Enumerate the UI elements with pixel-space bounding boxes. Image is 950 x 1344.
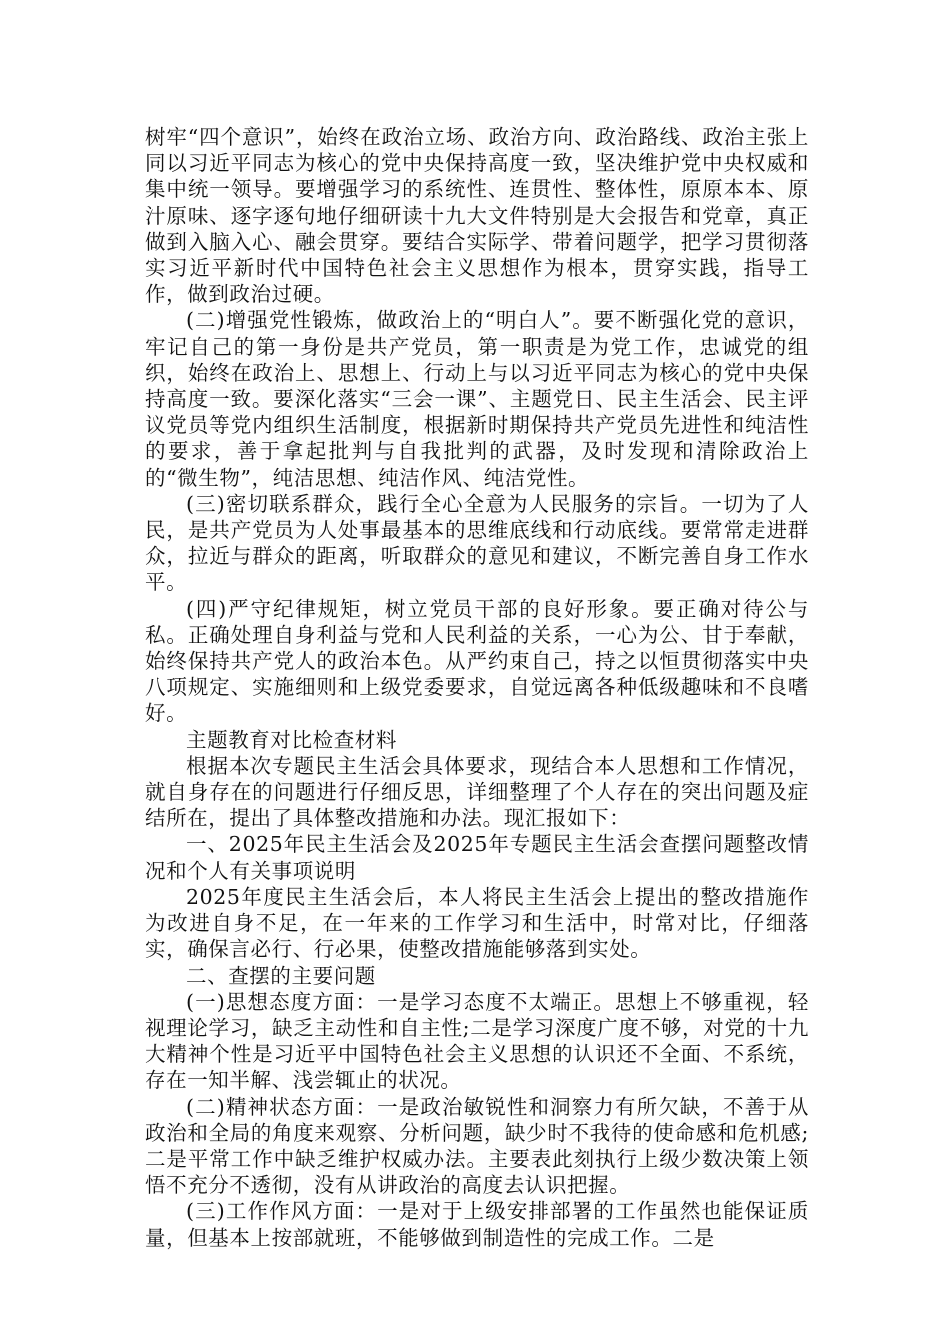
paragraph-discipline: (四)严守纪律规矩，树立党员干部的良好形象。要正确对待公与私。正确处理自身利益与党和人民利益的关系，一心为公、甘于奉献，始终保持共产党人的政治本色。从严约束自己，持之以恒贯彻落实中央八项规定、实施细则和上级党委要求，自觉远离各种低级趣味和不良嗜好。 [145,596,809,726]
paragraph-political-awareness: 树牢“四个意识”，始终在政治立场、政治方向、政治路线、政治主张上同以习近平同志为核心的党中央保持高度一致，坚决维护党中央权威和集中统一领导。要增强学习的系统性、连贯性、整体性，原原本本、原汁原味、逐字逐句地仔细研读十九大文件特别是大会报告和党章，真正做到入脑入心、融会贯穿。要结合实际学、带着问题学，把学习贯彻落实习近平新时代中国特色社会主义思想作为根本，贯穿实践，指导工作，做到政治过硬。 [145,125,809,307]
paragraph-mental-state: (二)精神状态方面：一是政治敏锐性和洞察力有所欠缺，不善于从政治和全局的角度来观察、分析问题，缺少时不我待的使命感和危机感;二是平常工作中缺乏维护权威办法。主要表此刻执行上级少数决策上领悟不充分不透彻，没有从讲政治的高度去认识把握。 [145,1094,809,1198]
document-page [145,124,809,1251]
heading-section-one: 一、2025年民主生活会及2025年专题民主生活会查摆问题整改情况和个人有关事项说明 [145,832,809,883]
paragraph-party-spirit: (二)增强党性锻炼，做政治上的“明白人”。要不断强化党的意识，牢记自己的第一身份是共产党员，第一职责是为党工作，忠诚党的组织，始终在政治上、思想上、行动上与以习近平同志为核心的党中央保持高度一致。要深化落实“三会一课”、主题党日、民主生活会、民主评议党员等党内组织生活制度，根据新时期保持共产党员先进性和纯洁性的要求，善于拿起批判与自我批判的武器，及时发现和清除政治上的“微生物”，纯洁思想、纯洁作风、纯洁党性。 [145,308,809,490]
paragraph-rectification: 2025年度民主生活会后，本人将民主生活会上提出的整改措施作为改进自身不足，在一年来的工作学习和生活中，时常对比，仔细落实，确保言必行、行必果，使整改措施能够落到实处。 [145,884,809,962]
paragraph-thinking-attitude: (一)思想态度方面：一是学习态度不太端正。思想上不够重视，轻视理论学习，缺乏主动性和自主性;二是学习深度广度不够，对党的十九大精神个性是习近平中国特色社会主义思想的认识还不全面、不系统，存在一知半解、浅尝辄止的状况。 [145,989,809,1093]
heading-section-two: 二、查摆的主要问题 [186,963,376,988]
paragraph-work-style: (三)工作作风方面：一是对于上级安排部署的工作虽然也能保证质量，但基本上按部就班，不能够做到制造性的完成工作。二是 [145,1199,809,1250]
paragraph-intro: 根据本次专题民主生活会具体要求，现结合本人思想和工作情况，就自身存在的问题进行仔细反思，详细整理了个人存在的突出问题及症结所在，提出了具体整改措施和办法。现汇报如下： [145,753,809,831]
section-title: 主题教育对比检查材料 [186,727,397,752]
paragraph-serve-people: (三)密切联系群众，践行全心全意为人民服务的宗旨。一切为了人民，是共产党员为人处事最基本的思维底线和行动底线。要常常走进群众，拉近与群众的距离，听取群众的意见和建议，不断完善自身工作水平。 [145,491,809,595]
